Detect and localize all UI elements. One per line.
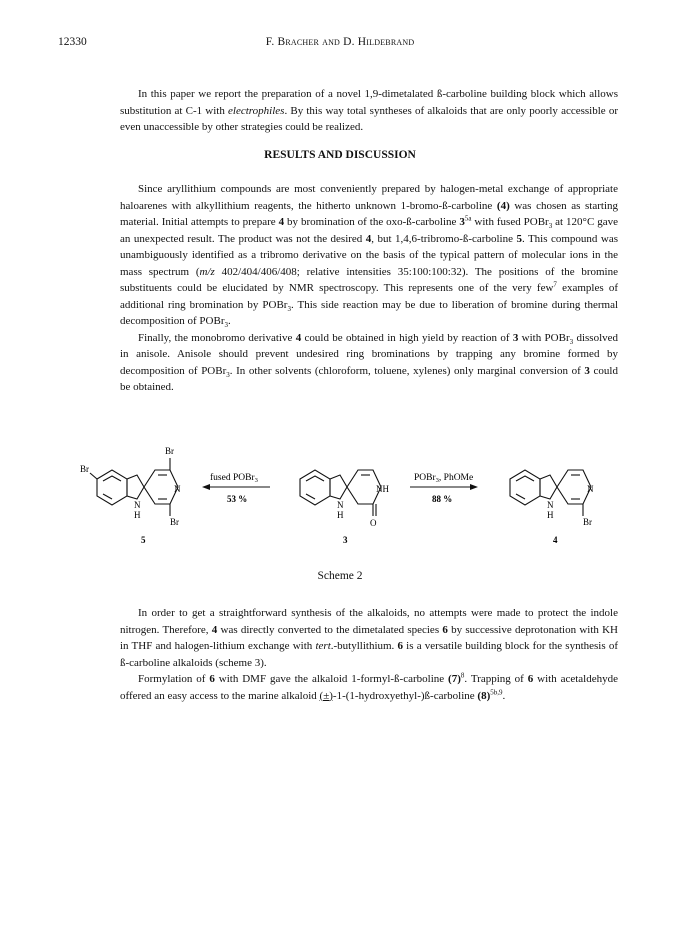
results-paragraph-1: Since aryllithium compounds are most conveniently prepared by halogen-metal exchange of appropriate haloarenes with alkyllithium reagents, the hitherto unknown 1-bromo-ß-carboline (4) was chosen as starting material. Initial attempts to prepare 4 by bromination of the oxo-ß-carboline $3^{5a}$ with fused POBr$_3$ at 120°C gave an unexpected result. The product was not the desired 4, but 1,4,6-tribromo-ß-carboline 5. This compound was unambiguously identified as a tribromo derivative on the basis of the typical pattern of molecular ions in the mass spectrum (m/z 402/404/406/408; relative intensities 35:100:100:32). The positions of the bromine substituents could be elucidated by NMR spectroscopy. This represents one of the very few$^7$ examples of additional ring bromination by POBr$_3$. This side reaction may be due to liberation of bromine during thermal decomposition of POBr$_3$. Finally, the monobromo derivative 4 could be obtained in high yield by reaction of 3 with POBr$_3$ dissolved in anisole. Anisole should prevent undesired ring brominations by trapping any bromine formed by decomposition of POBr$_3$. In other solvents (chloroform, toluene, xylenes) only marginal conversion of 3 could be obtained. <box>120 183 619 393</box>
compound-label-5: 5 <box>141 535 146 545</box>
carbonyl-o-3: O <box>370 518 377 528</box>
atom-br-4: Br <box>583 517 592 527</box>
authors-text: F. Bracher and D. Hildebrand <box>265 36 415 48</box>
section-heading: RESULTS AND DISCUSSION <box>264 149 416 161</box>
right-reagent: POBr$_3$, PhOMe <box>414 473 474 484</box>
running-header-authors <box>0 36 680 48</box>
indole-h-3: H <box>337 510 344 520</box>
compound-label-3: 3 <box>343 535 348 545</box>
lactam-nh-3: NH <box>376 484 389 494</box>
indole-n-3: N <box>337 500 344 510</box>
atom-br-bottom: Br <box>170 517 179 527</box>
page-number: 12330 <box>58 36 87 48</box>
intro-paragraph: In this paper we report the preparation of a novel 1,9-dimetalated ß-carboline building block which allows substitution at C-1 with electrophiles. By this way total syntheses of alkaloids that are only poorly accessible or even unaccessible by other strategies could be realized. <box>120 88 619 133</box>
compound-label-4: 4 <box>553 535 558 545</box>
indole-h-4: H <box>547 510 554 520</box>
pyridine-n-4: N <box>587 484 594 494</box>
scheme-2-figure <box>70 430 630 560</box>
right-yield: 88 % <box>432 494 453 504</box>
indole-n-5: N <box>134 500 141 510</box>
scheme-caption: Scheme 2 <box>317 570 363 582</box>
results-paragraph-2: In order to get a straightforward synthesis of the alkaloids, no attempts were made to protect the indole nitrogen. Therefore, 4 was directly converted to the dimetalated species 6 by successive deprotonation with KH in THF and halogen-lithium exchange with tert.-butyllithium. 6 is a versatile building block for the synthesis of ß-carboline alkaloids (scheme 3). Formylation of 6 with DMF gave the alkaloid 1-formyl-ß-carboline $(7)^8$. Trapping of 6 with acetaldehyde offered an easy access to the marine alkaloid (±)-1-(1-hydroxyethyl-)ß-carboline $(8)^{5b,9}$. <box>120 607 618 702</box>
atom-br-left: Br <box>80 464 89 474</box>
indole-n-4: N <box>547 500 554 510</box>
atom-br-top: Br <box>165 446 174 456</box>
left-yield: 53 % <box>227 494 248 504</box>
left-reagent: fused POBr$_3$ <box>210 473 258 484</box>
indole-h-5: H <box>134 510 141 520</box>
pyridine-n-5: N <box>174 484 181 494</box>
